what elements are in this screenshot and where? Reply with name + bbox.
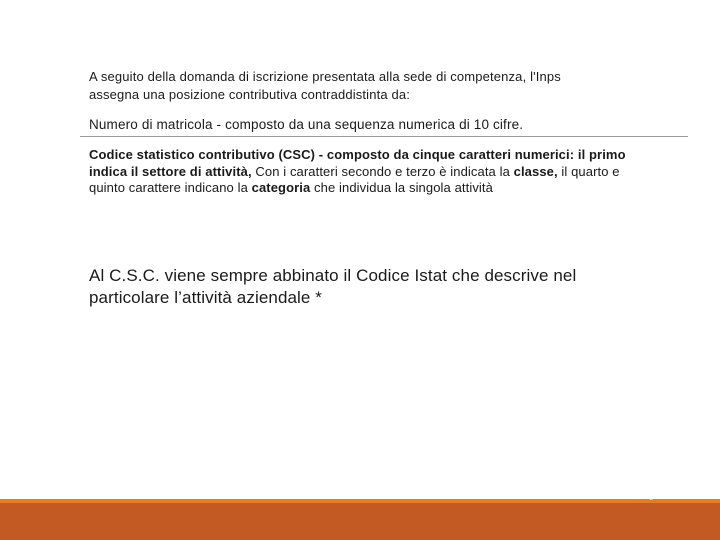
istat-paragraph: Al C.S.C. viene sempre abbinato il Codice Istat che descrive nel particolare l’attività aziendale * bbox=[89, 266, 577, 307]
csc-classe-bold: classe, bbox=[513, 163, 558, 179]
intro-line-2: assegna una posizione contributiva contraddistinta da: bbox=[89, 87, 411, 102]
footer-left-label: Inquadramento aziendale bbox=[72, 488, 157, 497]
csc-categoria-bold: categoria bbox=[251, 180, 311, 195]
csc-text-3: il quarto e quinto carattere indicano la bbox=[89, 163, 620, 195]
page-number: 8 bbox=[649, 493, 654, 502]
intro-line-1: A seguito della domanda di iscrizione presentata alla sede di competenza, l'Inps bbox=[89, 69, 561, 84]
divider bbox=[80, 136, 688, 137]
intro-paragraph bbox=[89, 68, 649, 104]
csc-text-2: Con i caratteri secondo e terzo è indicata la bbox=[251, 163, 514, 179]
csc-paragraph bbox=[89, 147, 629, 197]
csc-intro-bold: Codice statistico contributivo (CSC) - composto da cinque caratteri numerici: il primo indica bbox=[89, 147, 626, 179]
footer-band bbox=[0, 503, 720, 540]
csc-text-4: che individua la singola attività bbox=[310, 180, 493, 195]
matricola-paragraph: Numero di matricola - composto da una sequenza numerica di 10 cifre. bbox=[89, 117, 524, 132]
csc-settore-bold: il settore di attività, bbox=[130, 163, 252, 179]
footer-date: RIMINI , 18 APRILE 2018 bbox=[316, 488, 406, 497]
